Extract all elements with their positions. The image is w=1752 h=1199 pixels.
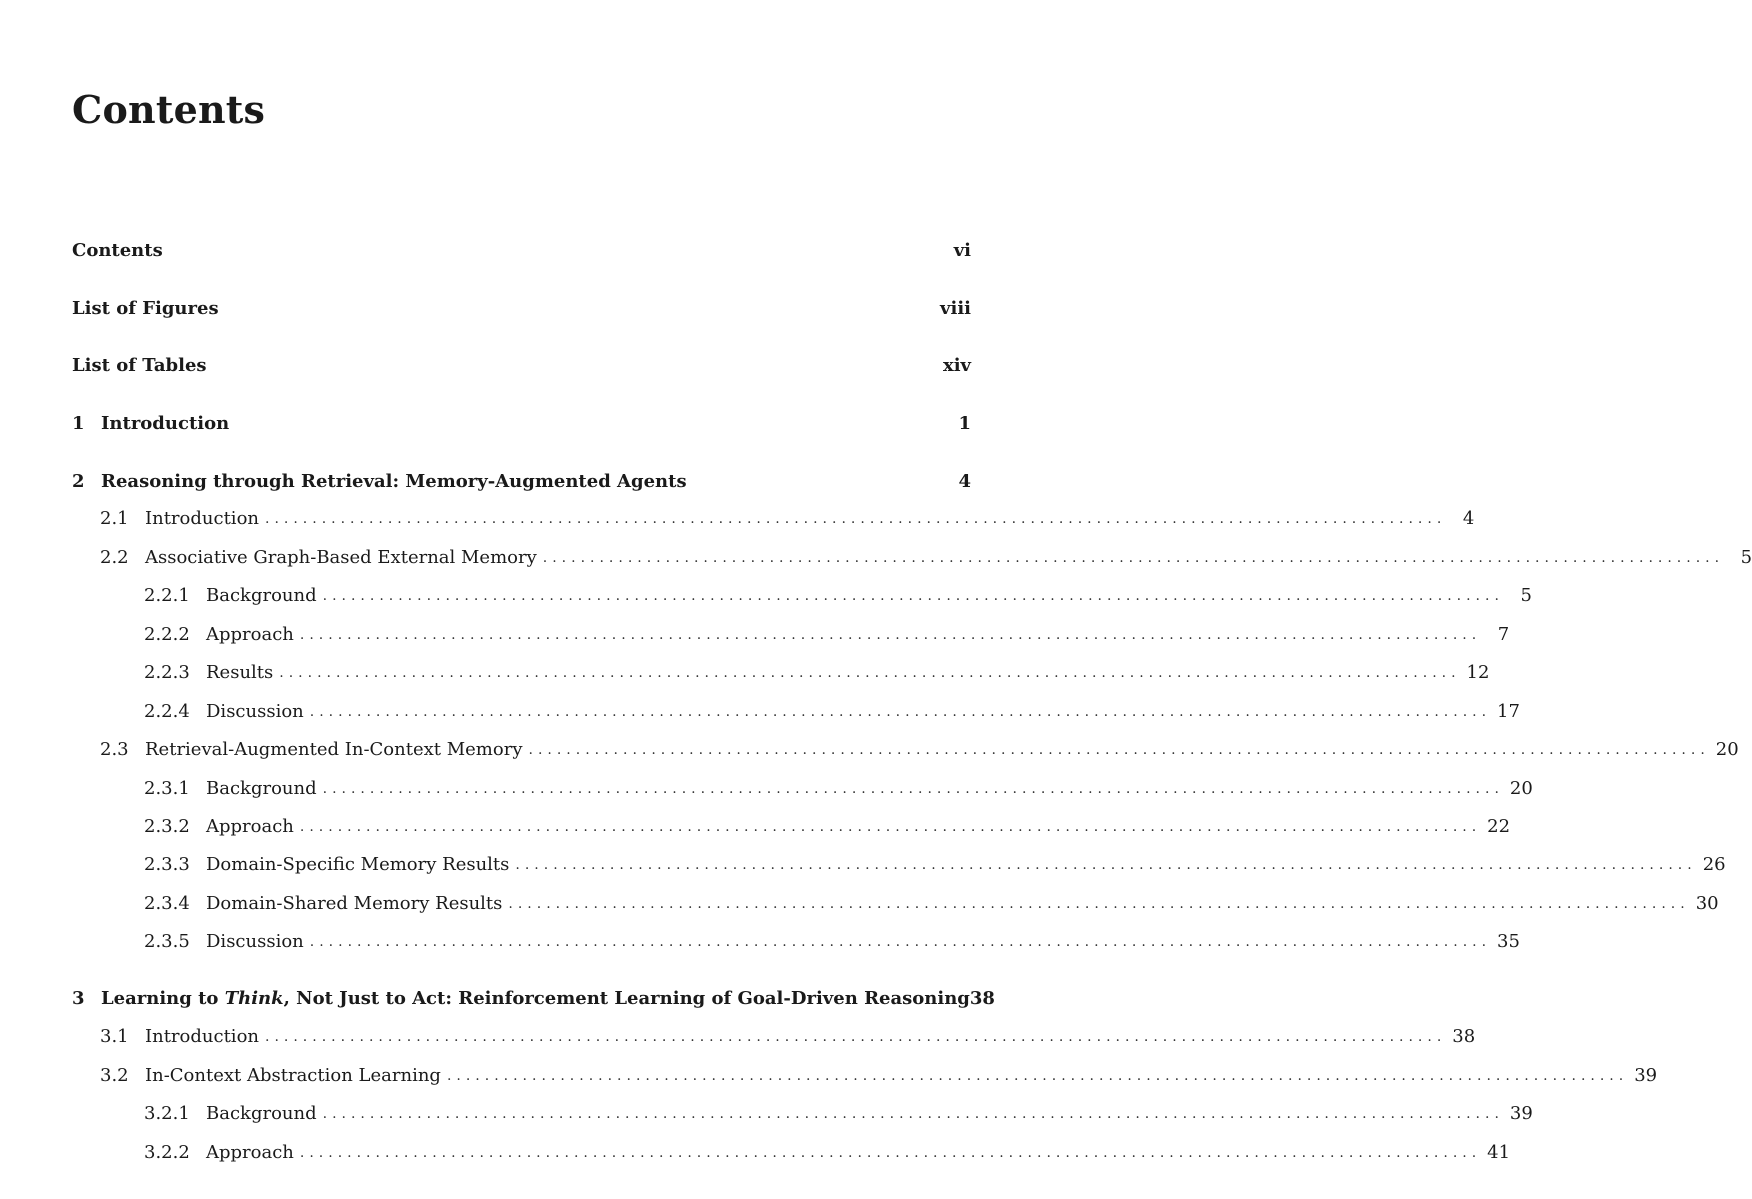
dot-leader: .............................................................................................................................: [265, 511, 1447, 527]
toc-entry-title: Retrieval-Augmented In-Context Memory: [145, 739, 523, 760]
toc-entry-title: Approach: [206, 624, 294, 645]
toc-entry-title: Domain-Specific Memory Results: [206, 854, 510, 875]
toc-entry[interactable]: [72, 1140, 1511, 1166]
toc-entry-number: 3.1: [100, 1026, 129, 1047]
toc-entry-page-number: 5: [1740, 547, 1752, 568]
dot-leader: .............................................................................................................................: [542, 550, 1725, 566]
dot-leader: .............................................................................................................................: [322, 1106, 1504, 1122]
dot-leader: .............................................................................................................................: [299, 627, 1482, 643]
toc-entry-page-number: xiv: [942, 355, 971, 376]
toc-entry-page-number: 17: [1497, 701, 1520, 722]
dot-leader: .............................................................................................................................: [309, 934, 1492, 950]
toc-entry-page-number: viii: [940, 298, 971, 319]
page-title: Contents: [72, 87, 266, 132]
toc-entry-title: Background: [206, 585, 317, 606]
dot-leader: .............................................................................................................................: [515, 857, 1697, 873]
toc-entry-title: Discussion: [206, 931, 304, 952]
toc-entry-number: 3: [72, 988, 85, 1009]
toc-entry-page-number: 41: [1487, 1142, 1511, 1163]
dot-leader: .............................................................................................................................: [528, 742, 1710, 758]
toc-entry[interactable]: [72, 353, 971, 379]
toc-entry-page-number: 5: [1520, 585, 1532, 606]
toc-entry-page-number: 4: [958, 471, 971, 492]
toc-entry-title-part: Learning to: [101, 988, 225, 1009]
toc-entry[interactable]: [72, 852, 1726, 878]
toc-entry-title: Background: [206, 778, 317, 799]
toc-entry-title: Discussion: [206, 701, 304, 722]
toc-entry-title: List of Figures: [72, 298, 219, 319]
dot-leader: .............................................................................................................................: [309, 704, 1492, 720]
toc-entry[interactable]: [72, 622, 1510, 648]
toc-entry[interactable]: [72, 1024, 1476, 1050]
toc-entry[interactable]: [72, 699, 1520, 725]
toc-entry-number: 3.2.2: [144, 1142, 190, 1163]
toc-entry-title: Background: [206, 1103, 317, 1124]
toc-entry[interactable]: [72, 296, 971, 322]
toc-entry-number: 2.3.5: [144, 931, 190, 952]
toc-entry-title: Introduction: [145, 1026, 259, 1047]
toc-entry[interactable]: [72, 411, 971, 437]
toc-entry-number: 1: [72, 413, 85, 434]
toc-entry-number: 3.2.1: [144, 1103, 190, 1124]
toc-entry-title: Approach: [206, 1142, 294, 1163]
toc-entry[interactable]: [72, 1063, 1658, 1089]
toc-entry-number: 2.3.3: [144, 854, 190, 875]
toc-entry[interactable]: [72, 506, 1475, 532]
toc-entry-title: Introduction: [145, 508, 259, 529]
toc-entry-title: [101, 986, 970, 1012]
toc-entry-page-number: 38: [1452, 1026, 1476, 1047]
toc-entry-page-number: vi: [953, 240, 971, 261]
toc-entry-page-number: 38: [969, 988, 995, 1009]
dot-leader: .............................................................................................................................: [279, 665, 1461, 681]
toc-entry-number: 3.2: [100, 1065, 129, 1086]
toc-entry[interactable]: [72, 469, 971, 495]
toc-entry-number: 2.2: [100, 547, 129, 568]
toc-entry[interactable]: [72, 737, 1739, 763]
dot-leader: .............................................................................................................................: [322, 781, 1504, 797]
toc-entry-page-number: 7: [1497, 624, 1510, 645]
toc-entry-title: Approach: [206, 816, 294, 837]
toc-entry-number: 2.3.1: [144, 778, 190, 799]
toc-entry-number: 2: [72, 471, 85, 492]
toc-entry-number: 2.2.1: [144, 585, 190, 606]
toc-entry-title: Results: [206, 662, 274, 683]
toc-entry[interactable]: [72, 986, 995, 1012]
toc-entry-title: Introduction: [101, 413, 230, 434]
toc-entry-number: 2.2.4: [144, 701, 190, 722]
toc-entry-title: Contents: [72, 240, 163, 261]
toc-entry-title: Reasoning through Retrieval: Memory-Augmented Agents: [101, 471, 687, 492]
toc-entry-number: 2.3.2: [144, 816, 190, 837]
toc-entry-page-number: 4: [1462, 508, 1475, 529]
toc-entry-title: Domain-Shared Memory Results: [206, 893, 503, 914]
toc-entry[interactable]: [72, 1101, 1533, 1127]
toc-entry[interactable]: [72, 583, 1532, 609]
toc-entry[interactable]: [72, 238, 971, 264]
toc-entry-page-number: 1: [958, 413, 971, 434]
toc-entry-number: 2.2.3: [144, 662, 190, 683]
toc-entry-number: 2.1: [100, 508, 129, 529]
toc-entry-title-emphasis: Think: [224, 988, 284, 1009]
toc-entry-page-number: 30: [1695, 893, 1719, 914]
toc-entry[interactable]: [72, 776, 1533, 802]
toc-entry-page-number: 35: [1497, 931, 1520, 952]
dot-leader: .............................................................................................................................: [508, 896, 1690, 912]
toc-entry-title: In-Context Abstraction Learning: [145, 1065, 441, 1086]
dot-leader: .............................................................................................................................: [299, 1145, 1482, 1161]
toc-entry-page-number: 12: [1466, 662, 1490, 683]
toc-entry-title: Associative Graph-Based External Memory: [145, 547, 537, 568]
dot-leader: .............................................................................................................................: [446, 1068, 1629, 1084]
toc-entry[interactable]: [72, 814, 1511, 840]
toc-entry-page-number: 39: [1634, 1065, 1658, 1086]
dot-leader: .............................................................................................................................: [322, 588, 1504, 604]
toc-entry-title: List of Tables: [72, 355, 207, 376]
toc-entry[interactable]: [72, 891, 1719, 917]
dot-leader: .............................................................................................................................: [265, 1029, 1447, 1045]
toc-entry-page-number: 22: [1487, 816, 1511, 837]
toc-entry-page-number: 26: [1702, 854, 1726, 875]
toc-entry-number: 2.3.4: [144, 893, 190, 914]
toc-entry-page-number: 20: [1715, 739, 1739, 760]
toc-entry[interactable]: [72, 660, 1490, 686]
toc-entry-title-part: , Not Just to Act: Reinforcement Learning of Goal-Driven Reasoning: [283, 988, 970, 1009]
toc-entry-number: 2.3: [100, 739, 129, 760]
toc-entry[interactable]: [72, 929, 1520, 955]
toc-entry[interactable]: [72, 545, 1752, 571]
toc-entry-page-number: 39: [1509, 1103, 1533, 1124]
dot-leader: .............................................................................................................................: [299, 819, 1482, 835]
toc-entry-page-number: 20: [1509, 778, 1533, 799]
toc-entry-number: 2.2.2: [144, 624, 190, 645]
